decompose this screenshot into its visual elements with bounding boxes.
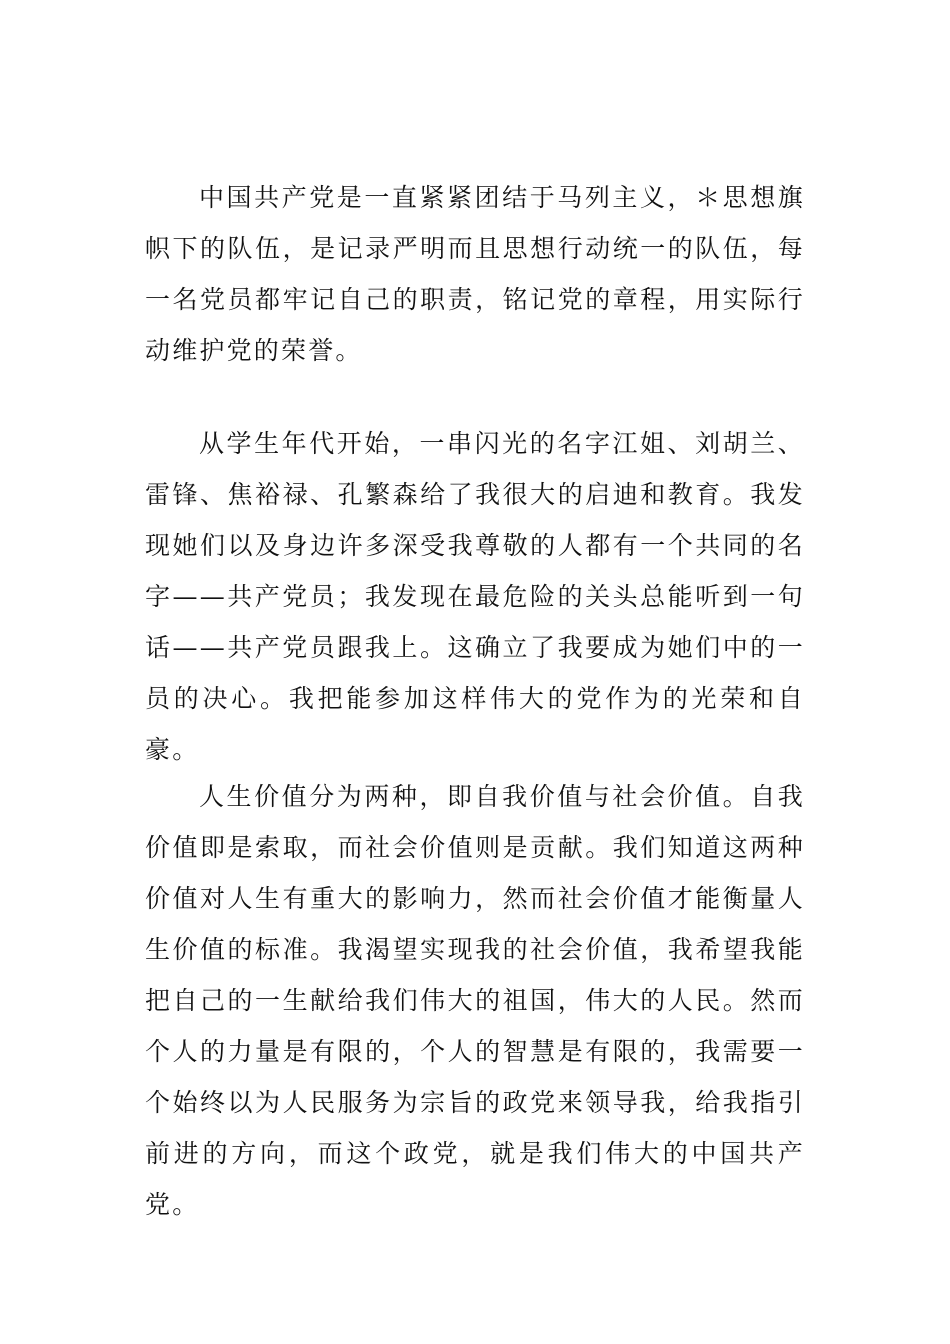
paragraph-3: 人生价值分为两种，即自我价值与社会价值。自我价值即是索取，而社会价值则是贡献。我们知道这两种价值对人生有重大的影响力，然而社会价值才能衡量人生价值的标准。我渴望实现我的社会价值，我希望我能把自己的一生献给我们伟大的祖国，伟大的人民。然而个人的力量是有限的，个人的智慧是有限的，我需要一个始终以为人民服务为宗旨的政党来领导我，给我指引前进的方向，而这个政党，就是我们伟大的中国共产党。 bbox=[145, 782, 805, 1219]
paragraph-2: 从学生年代开始，一串闪光的名字江姐、刘胡兰、雷锋、焦裕禄、孔繁森给了我很大的启迪和教育。我发现她们以及身边许多深受我尊敬的人都有一个共同的名字——共产党员；我发现在最危险的关头总能听到一句话——共产党员跟我上。这确立了我要成为她们中的一员的决心。我把能参加这样伟大的党作为的光荣和自豪。 bbox=[145, 429, 805, 764]
paragraph-1: 中国共产党是一直紧紧团结于马列主义，＊思想旗帜下的队伍，是记录严明而且思想行动统一的队伍，每一名党员都牢记自己的职责，铭记党的章程，用实际行动维护党的荣誉。 bbox=[145, 183, 805, 365]
